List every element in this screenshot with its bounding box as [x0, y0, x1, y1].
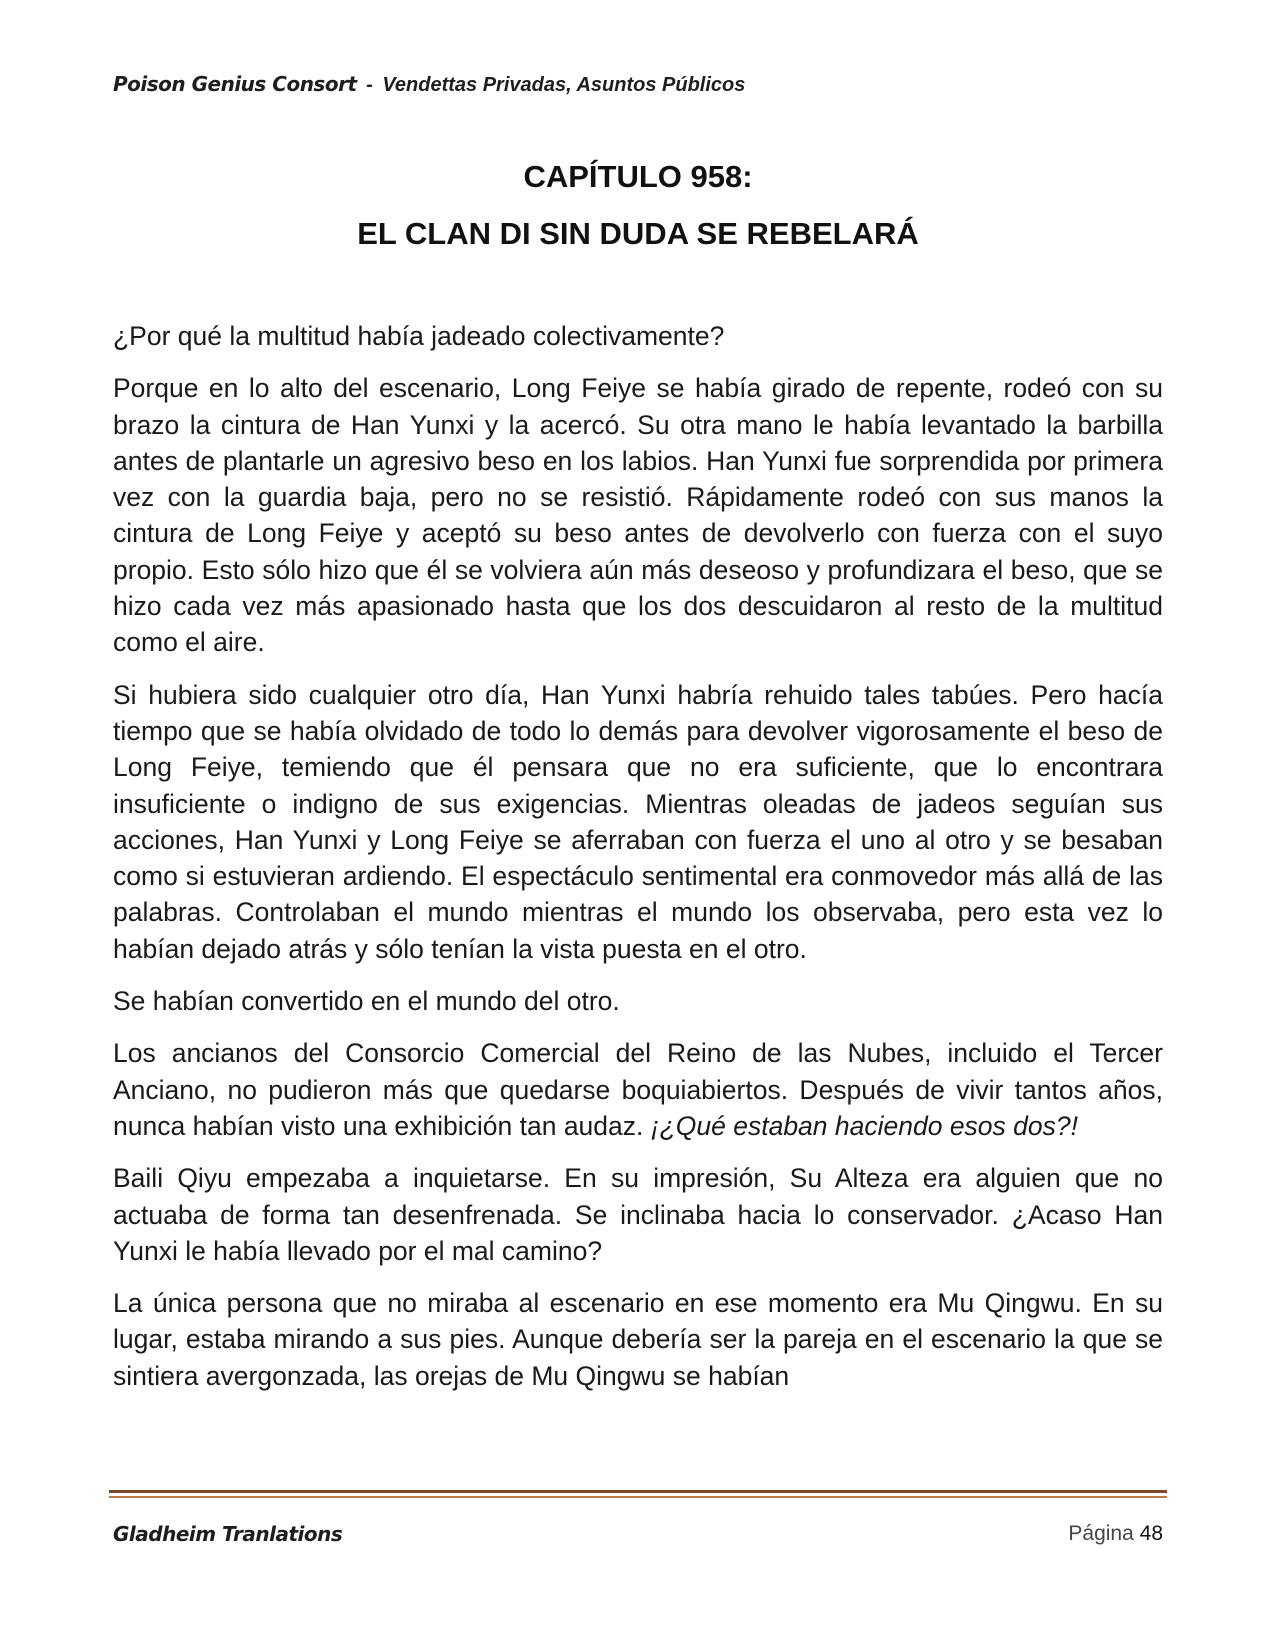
footer-rule-dark [109, 1490, 1167, 1493]
page-number: 48 [1139, 1522, 1163, 1545]
volume-title: Vendettas Privadas, Asuntos Públicos [382, 74, 746, 96]
page-label: Página [1068, 1522, 1134, 1545]
chapter-number: CAPÍTULO 958: [523, 159, 753, 194]
series-title: Poison Genius Consort [113, 72, 357, 96]
chapter-title: EL CLAN DI SIN DUDA SE REBELARÁ [357, 216, 919, 251]
paragraph-4: Se habían convertido en el mundo del otro. [113, 986, 620, 1017]
chapter-heading [113, 148, 1163, 262]
paragraph-1: ¿Por qué la multitud había jadeado colectivamente? [113, 321, 725, 351]
page-indicator [1068, 1522, 1163, 1546]
paragraph-7: La única persona que no miraba al escenario en ese momento era Mu Qingwu. En su lugar, estaba mirando a sus pies. Aunque debería ser la pareja en el escenario la que se sintiera avergonzada, las orejas de Mu Qingwu se habían [113, 1288, 1163, 1391]
paragraph-2: Porque en lo alto del escenario, Long Feiye se había girado de repente, rodeó con su brazo la cintura de Han Yunxi y la acercó. Su otra mano le había levantado la barbilla antes de plantarle un agresivo beso en los labios. Han Yunxi fue sorprendida por primera vez con la guardia baja, pero no se resistió. Rápidamente rodeó con sus manos la cintura de Long Feiye y aceptó su beso antes de devolverlo con fuerza con el suyo propio. Esto sólo hizo que él se volviera aún más deseoso y profundizara el beso, que se hizo cada vez más apasionado hasta que los dos descuidaron al resto de la multitud como el aire. [113, 373, 1163, 658]
paragraph-5-italic: ¡¿Qué estaban haciendo esos dos?! [650, 1110, 1078, 1141]
footer-rule-light [109, 1496, 1167, 1498]
chapter-body [113, 318, 1163, 1410]
paragraph-5-text: Los ancianos del Consorcio Comercial del Reino de las Nubes, incluido el Tercer Anciano, no pudieron más que quedarse boquiabiertos. Después de vivir tantos años, nunca habían visto una exhibición tan audaz. [113, 1038, 1163, 1141]
running-header [113, 72, 745, 97]
paragraph-6: Baili Qiyu empezaba a inquietarse. En su impresión, Su Alteza era alguien que no actuaba de forma tan desenfrenada. Se inclinaba hacia lo conservador. ¿Acaso Han Yunxi le había llevado por el mal camino? [113, 1163, 1163, 1266]
paragraph-5 [113, 1035, 1163, 1144]
paragraph-3: Si hubiera sido cualquier otro día, Han Yunxi habría rehuido tales tabúes. Pero hacía tiempo que se había olvidado de todo lo demás para devolver vigorosamente el beso de Long Feiye, temiendo que él pensara que no era suficiente, que lo encontrara insuficiente o indigno de sus exigencias. Mientras oleadas de jadeos seguían sus acciones, Han Yunxi y Long Feiye se aferraban con fuerza el uno al otro y se besaban como si estuvieran ardiendo. El espectáculo sentimental era conmovedor más allá de las palabras. Controlaban el mundo mientras el mundo los observaba, pero esta vez lo habían dejado atrás y sólo tenían la vista puesta en el otro. [113, 679, 1163, 964]
header-separator: - [366, 74, 373, 96]
translator-credit: Gladheim Tranlations [113, 1522, 343, 1546]
